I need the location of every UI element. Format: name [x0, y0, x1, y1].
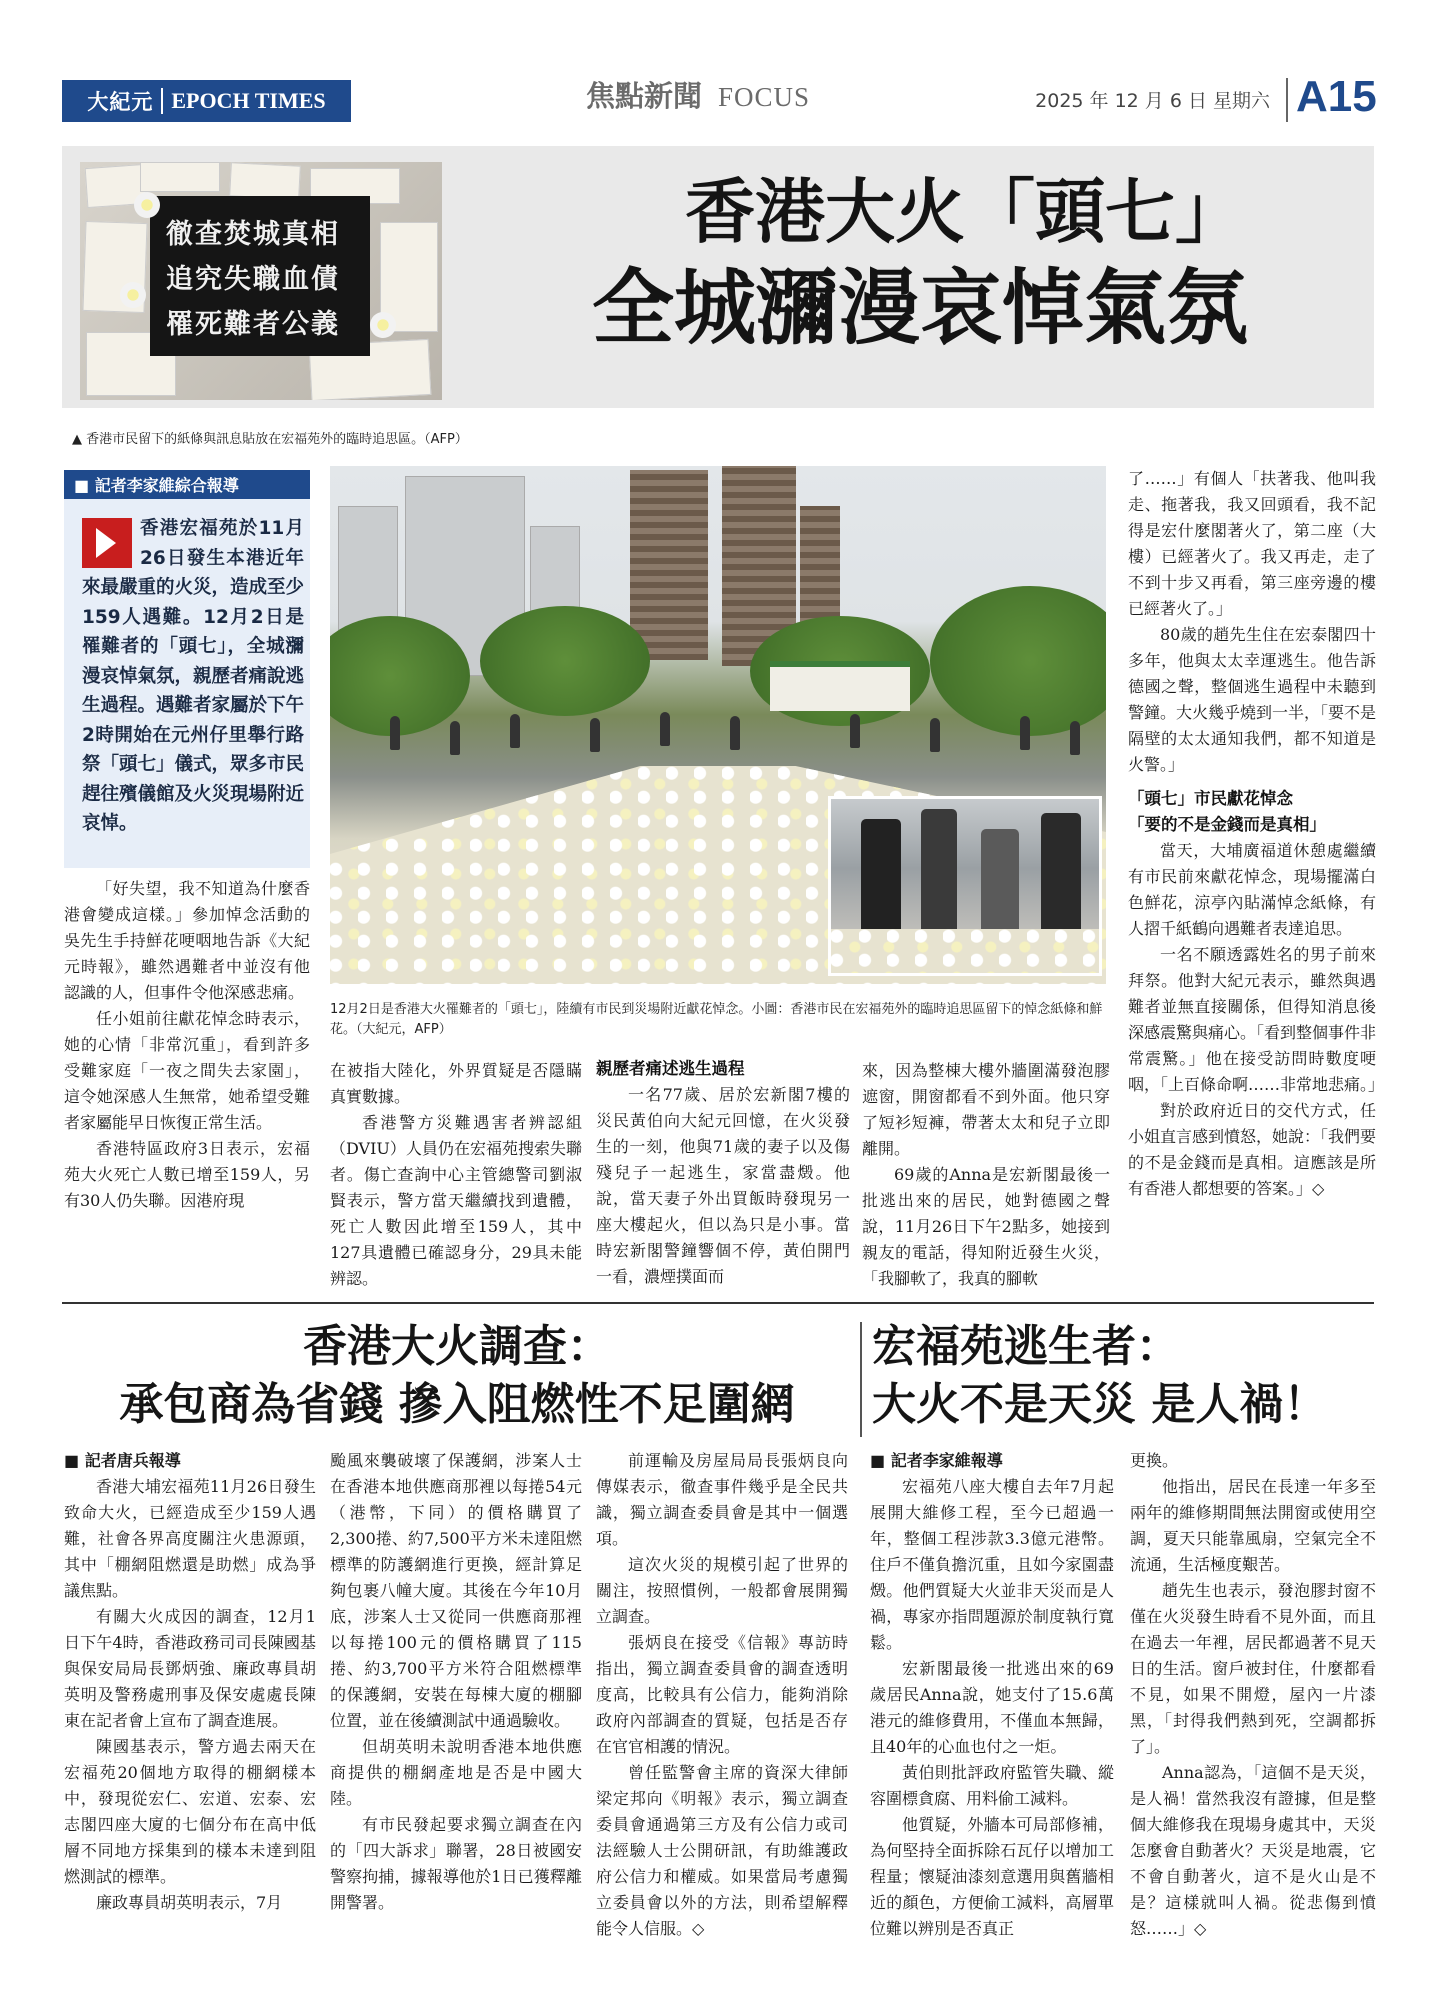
page-number: A15	[1296, 72, 1377, 121]
paragraph: 更換。	[1130, 1451, 1179, 1470]
article1-column-b	[330, 1058, 582, 1292]
header-divider	[1286, 78, 1288, 122]
top-photo-caption: ▲ 香港市民留下的紙條與訊息貼放在宏福苑外的臨時追思區。（AFP）	[72, 432, 468, 447]
subheading: 「頭七」市民獻花悼念	[1128, 789, 1293, 808]
headline-line-1: 宏福苑逃生者：	[872, 1321, 1180, 1372]
paragraph: 這次火災的規模引起了世界的關注，按照慣例，一般都會展開獨立調查。	[596, 1555, 848, 1626]
lead-text: 香港宏福苑於11月26日發生本港近年來最嚴重的火災，造成至少159人遇難。12月2日是罹難者的「頭七」，全城瀰漫哀悼氣氛，親歷者痛說逃生過程。遇難者家屬於下午2時開始在元州仔里舉行路祭「頭七」儀式，眾多市民趕往殯儀館及火災現場附近哀悼。	[82, 518, 305, 834]
inset-photo	[828, 796, 1102, 976]
poster-line: 罹死難者公義	[166, 308, 340, 340]
poster-line: 追究失職血債	[166, 263, 340, 295]
paragraph: 80歲的趙先生住在宏泰閣四十多年，他與太太幸運逃生。他告訴德國之聲，整個逃生過程中未聽到警鐘。大火幾乎燒到一半，「要不是隔壁的太太通知我們，都不知道是火警。」	[1128, 625, 1377, 774]
article1-column-a	[64, 876, 310, 1214]
poster-line: 徹查焚城真相	[166, 218, 340, 250]
paragraph: 一名不願透露姓名的男子前來拜祭。他對大紀元表示，雖然與遇難者並無直接關係，但得知消息後深感震驚與痛心。「看到整個事件非常震驚。」他在接受訪問時數度哽咽，「上百條命啊……非常地悲痛。」	[1128, 945, 1385, 1094]
article3-headline	[872, 1318, 1372, 1434]
paragraph: 颱風來襲破壞了保護網，涉案人士在香港本地供應商那裡以每捲54元（港幣，下同）的價格購買了2,300捲、約7,500平方米未達阻燃標準的防護網進行更換，經計算足夠包裹八幢大廈。其後在今年10月底，涉案人士又從同一供應商那裡以每捲100元的價格購買了115捲、約3,700平方米符合阻燃標準的保護網，安裝在每棟大廈的棚腳位置，並在後續測試中通過驗收。	[330, 1451, 582, 1730]
paragraph: 趙先生也表示，發泡膠封窗不僅在火災發生時看不見外面，而且在過去一年裡，居民都過著不見天日的生活。窗戶被封住，什麼都看不見，如果不開燈，屋內一片漆黑，「封得我們熱到死，空調都拆了」。	[1130, 1581, 1376, 1756]
paragraph: 香港警方災難遇害者辨認組（DVIU）人員仍在宏福苑搜索失聯者。傷亡查詢中心主管總警司劉淑賢表示，警方當天繼續找到遺體，死亡人數因此增至159人，其中127具遺體已確認身分，29具未能辨認。	[330, 1113, 582, 1288]
paragraph: 但胡英明未說明香港本地供應商提供的棚網產地是否是中國大陸。	[330, 1737, 582, 1808]
paragraph: 來，因為整棟大樓外牆圍滿發泡膠遮窗，開窗都看不到外面。他只穿了短衫短褲，帶著太太和兒子立即離開。	[862, 1061, 1110, 1158]
paragraph: 有市民發起要求獨立調查在內的「四大訴求」聯署，28日被國安警察拘捕，據報導他於1日已獲釋離開警署。	[330, 1815, 582, 1912]
paragraph: 曾任監警會主席的資深大律師梁定邦向《明報》表示，獨立調查委員會通過第三方及有公信力或司法經驗人士公開研訊，有助維護政府公信力和權威。如果當局考慮獨立委員會以外的方法，則希望解釋能令人信服。◇	[596, 1763, 848, 1938]
section-divider	[62, 1302, 1374, 1304]
paragraph: Anna認為，「這個不是天災，是人禍！當然我沒有證據，但是整個大維修我在現場身處其中，天災怎麼會自動著火？天災是地震，它不會自動著火，這不是火山是不是？這樣就叫人禍。從悲傷到憤怒……」◇	[1130, 1763, 1376, 1938]
masthead-logo	[62, 80, 351, 122]
logo-divider	[161, 88, 163, 114]
article2-column-c	[596, 1448, 848, 1942]
paragraph: 「好失望，我不知道為什麼香港會變成這樣。」參加悼念活動的吳先生手持鮮花哽咽地告訴《大紀元時報》，雖然遇難者中並沒有他認識的人，但事件令他深感悲痛。	[64, 879, 310, 1002]
section-label	[586, 74, 846, 114]
headline-line-1: 香港大火「頭七」	[685, 170, 1245, 253]
memorial-site-photo	[330, 466, 1106, 984]
protest-poster	[150, 196, 370, 356]
main-photo-caption: 12月2日是香港大火罹難者的「頭七」，陸續有市民到災場附近獻花悼念。小圖：香港市民在宏福苑外的臨時追思區留下的悼念紙條和鮮花。（大紀元，AFP）	[330, 1002, 1103, 1037]
section-chinese: 焦點新聞	[586, 79, 703, 113]
paragraph: 黃伯則批評政府監管失職、縱容圍標貪腐、用料偷工減料。	[870, 1763, 1114, 1808]
lead-summary	[82, 514, 304, 839]
paragraph: 他質疑，外牆本可局部修補，為何堅持全面拆除石瓦仔以增加工程量；懷疑油漆刻意選用與舊牆相近的顏色，方便偷工減料，高層單位難以辨別是否真正	[870, 1815, 1114, 1938]
article1-column-c	[596, 1056, 850, 1290]
logo-english: EPOCH TIMES	[171, 88, 326, 113]
paragraph: 香港特區政府3日表示，宏福苑大火死亡人數已增至159人，另有30人仍失聯。因港府現	[64, 1139, 310, 1210]
subheading: 親歷者痛述逃生過程	[596, 1059, 745, 1078]
play-arrow-icon	[82, 518, 132, 568]
article2-headline	[62, 1318, 852, 1434]
paragraph: 陳國基表示，警方過去兩天在宏福苑20個地方取得的棚網樣本中，發現從宏仁、宏道、宏泰、宏志閣四座大廈的七個分布在高中低層不同地方採集到的樣本未達到阻燃測試的標準。	[64, 1737, 316, 1886]
paragraph: 宏新閣最後一批逃出來的69歲居民Anna說，她支付了15.6萬港元的維修費用，不僅血本無歸，且40年的心血也付之一炬。	[870, 1659, 1114, 1756]
article2-column-a	[64, 1448, 316, 1916]
paragraph: 了……」有個人「扶著我、他叫我走、拖著我，我又回頭看，我不記得是宏什麼閣著火了，第二座（大樓）已經著火了。我又再走，走了不到十步又再看，第三座旁邊的樓已經著火了。」	[1128, 469, 1376, 618]
headline-line-2: 大火不是天災 是人禍！	[872, 1379, 1328, 1430]
article3-byline: ■ 記者李家維報導	[870, 1448, 1114, 1474]
dateline: 2025 年 12 月 6 日 星期六	[1035, 90, 1270, 112]
paragraph: 有關大火成因的調查，12月1日下午4時，香港政務司司長陳國基與保安局局長鄧炳強、廉政專員胡英明及警務處刑事及保安處處長陳東在記者會上宣布了調查進展。	[64, 1607, 316, 1730]
article2-column-b	[330, 1448, 582, 1916]
headline-line-2: 全城瀰漫哀悼氣氛	[591, 260, 1248, 356]
paragraph: 當天，大埔廣福道休憩處繼續有市民前來獻花悼念，現場擺滿白色鮮花，涼亭內貼滿悼念紙條，有人摺千紙鶴向遇難者表達追思。	[1128, 841, 1376, 938]
paragraph: 張炳良在接受《信報》專訪時指出，獨立調查委員會的調查透明度高，比較具有公信力，能夠消除政府內部調查的質疑，包括是否存在官官相護的情況。	[596, 1633, 848, 1756]
paragraph: 宏福苑八座大樓自去年7月起展開大維修工程，至今已超過一年，整個工程涉款3.3億元港幣。住戶不僅負擔沉重，且如今家園盡燬。他們質疑大火並非天災而是人禍，專家亦指問題源於制度執行寬鬆。	[870, 1477, 1114, 1652]
main-headline	[470, 170, 1370, 362]
article1-column-e	[1128, 466, 1385, 1202]
section-english: FOCUS	[718, 82, 811, 112]
paragraph: 廉政專員胡英明表示，7月	[96, 1893, 283, 1912]
paragraph: 69歲的Anna是宏新閣最後一批逃出來的居民，她對德國之聲說，11月26日下午2點多，她接到親友的電話，得知附近發生火災，「我腳軟了，我真的腳軟	[862, 1165, 1110, 1288]
article3-column-b	[1130, 1448, 1376, 1942]
paragraph: 前運輸及房屋局局長張炳良向傳媒表示，徹查事件幾乎是全民共識，獨立調查委員會是其中一個選項。	[596, 1451, 848, 1548]
paragraph: 在被指大陸化，外界質疑是否隱瞞真實數據。	[330, 1061, 582, 1106]
article1-column-d	[862, 1058, 1110, 1292]
paragraph: 任小姐前往獻花悼念時表示，她的心情「非常沉重」，看到許多受難家庭「一夜之間失去家園」，這令她深感人生無常，她希望受難者家屬能早日恢復正常生活。	[64, 1009, 310, 1132]
headline-divider	[860, 1322, 862, 1437]
lead-byline: ■ 記者李家維綜合報導	[64, 470, 310, 499]
article2-byline: ■ 記者唐兵報導	[64, 1448, 316, 1474]
paragraph: 香港大埔宏福苑11月26日發生致命大火，已經造成至少159人遇難，社會各界高度關注火患源頭，其中「棚網阻燃還是助燃」成為爭議焦點。	[64, 1477, 316, 1600]
logo-chinese: 大紀元	[87, 90, 154, 114]
subheading: 「要的不是金錢而是真相」	[1128, 815, 1326, 834]
paragraph: 一名77歲、居於宏新閣7樓的災民黃伯向大紀元回憶，在火災發生的一刻，他與71歲的妻子以及傷殘兒子一起逃生，家當盡燬。他說，當天妻子外出買飯時發現另一座大樓起火，但以為只是小事。當時宏新閣警鐘響個不停，黃伯開門一看，濃煙撲面而	[596, 1085, 850, 1286]
article3-column-a	[870, 1448, 1114, 1942]
paragraph: 對於政府近日的交代方式，任小姐直言感到憤怒，她說：「我們要的不是金錢而是真相。這應該是所有香港人都想要的答案。」◇	[1128, 1101, 1377, 1198]
paragraph: 他指出，居民在長達一年多至兩年的維修期間無法開窗或使用空調，夏天只能靠風扇，空氣完全不流通，生活極度艱苦。	[1130, 1477, 1376, 1574]
headline-line-1: 香港大火調查：	[303, 1321, 611, 1372]
memorial-notes-photo	[80, 162, 442, 400]
headline-line-2: 承包商為省錢 摻入阻燃性不足圍網	[119, 1379, 795, 1430]
